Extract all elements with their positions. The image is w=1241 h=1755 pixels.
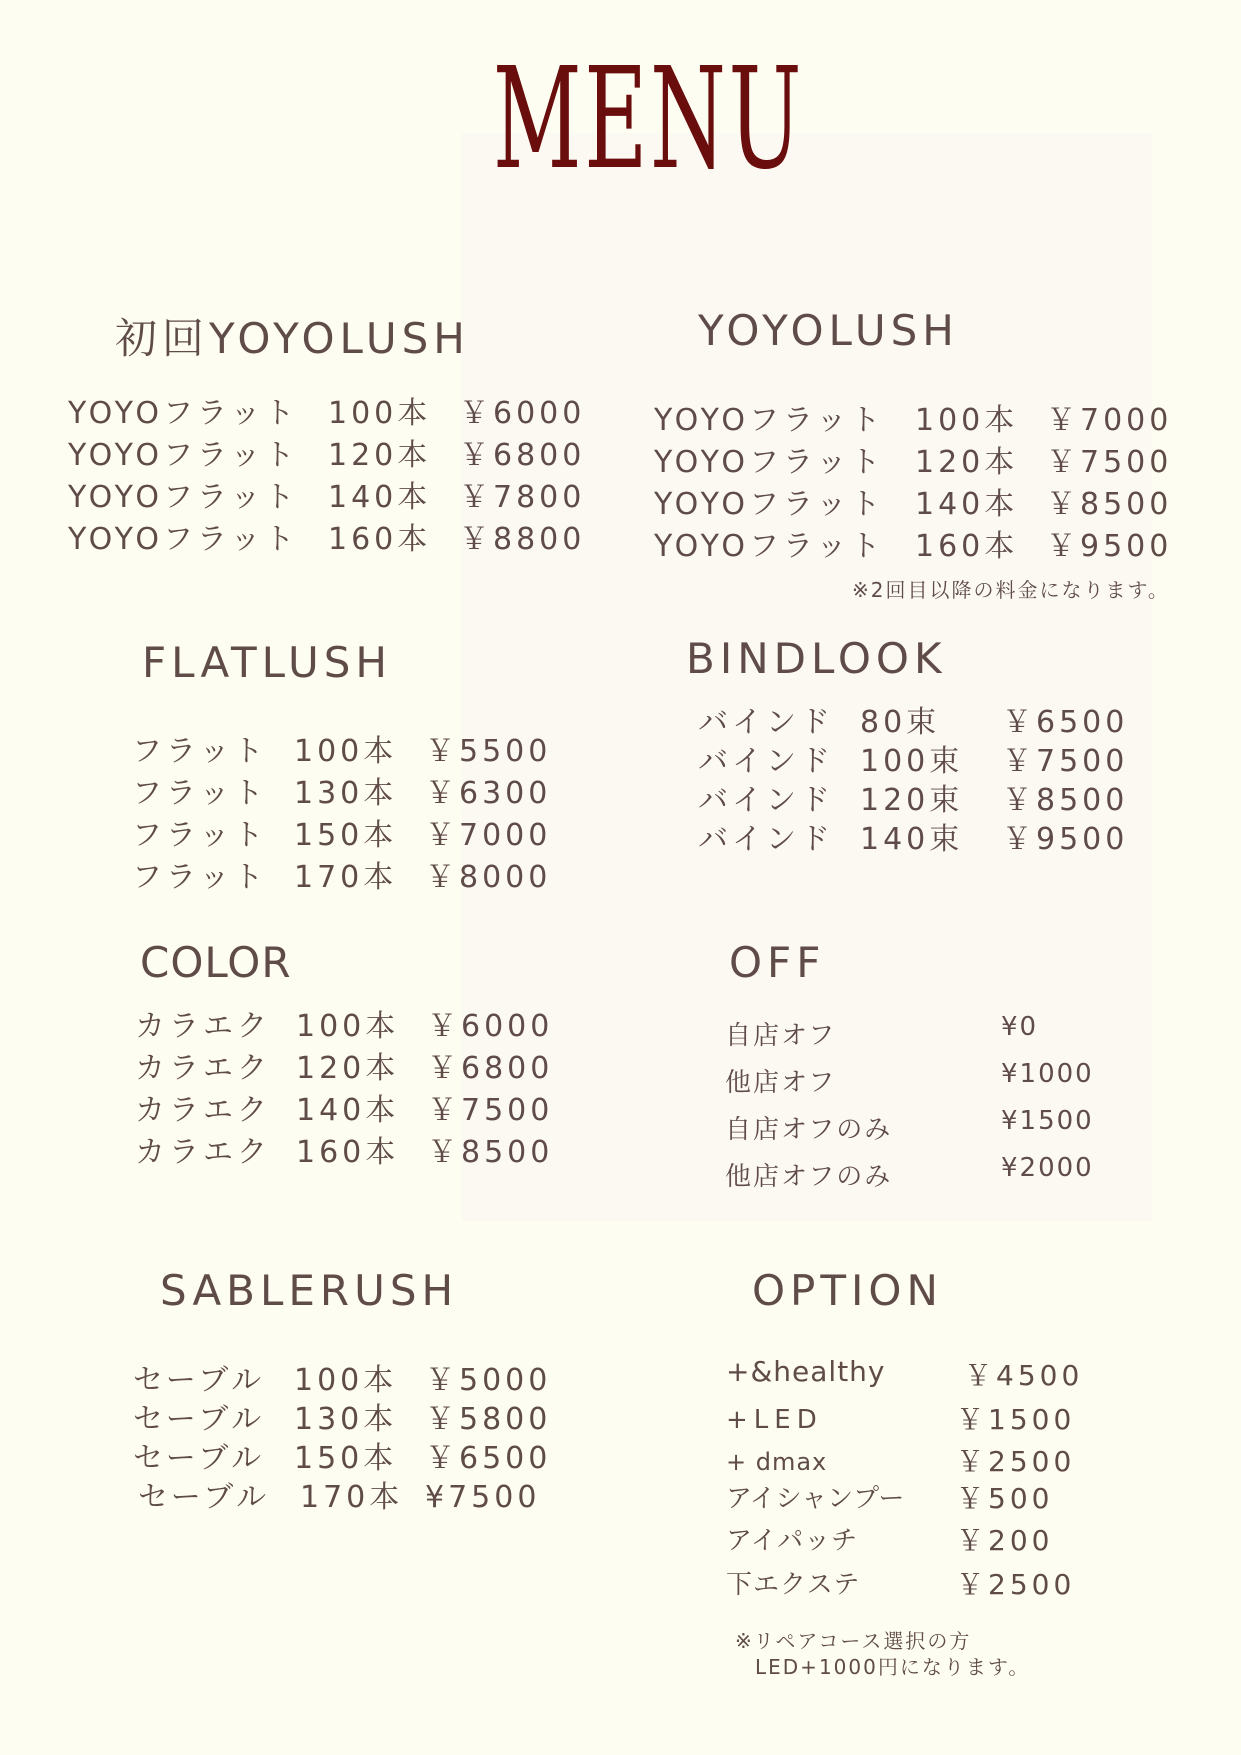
menu-title: MENU: [492, 38, 805, 201]
item-count: 120本: [915, 445, 1019, 480]
item-count: 150本: [294, 818, 398, 853]
item-name: YOYOフラット: [654, 445, 885, 480]
color-heading: COLOR: [140, 938, 292, 987]
item-price: ￥8500: [1002, 783, 1129, 818]
item-price: ￥9500: [1002, 822, 1129, 857]
item-price: ￥8500: [427, 1135, 554, 1170]
item-count: 160本: [328, 522, 432, 557]
item-price: ¥1500: [1001, 1106, 1094, 1136]
item-count: 170本: [300, 1480, 404, 1515]
item-name: YOYOフラット: [654, 487, 885, 522]
item-price: ￥5500: [425, 734, 552, 769]
yoyolush-heading: YOYOLUSH: [698, 306, 959, 355]
item-count: 80束: [860, 705, 941, 740]
item-count: 100束: [860, 744, 964, 779]
item-price: ￥5800: [425, 1402, 552, 1437]
item-name: カラエク: [135, 1093, 271, 1128]
item-count: 100本: [294, 1363, 398, 1398]
item-price: ￥7000: [1046, 403, 1173, 438]
item-count: 140本: [296, 1093, 400, 1128]
item-name: カラエク: [135, 1051, 271, 1086]
item-count: 120本: [296, 1051, 400, 1086]
item-price: ¥1000: [1001, 1059, 1094, 1089]
item-price: ￥8800: [459, 522, 586, 557]
item-name: フラット: [132, 734, 268, 769]
off-heading: OFF: [729, 938, 826, 987]
bindlook-heading: BINDLOOK: [686, 634, 947, 683]
item-name: フラット: [132, 776, 268, 811]
item-price: ￥9500: [1046, 529, 1173, 564]
item-name: YOYOフラット: [68, 480, 299, 515]
flatlush-heading: FLATLUSH: [142, 638, 392, 687]
item-price: ￥500: [956, 1482, 1054, 1515]
item-count: 100本: [294, 734, 398, 769]
item-name: YOYOフラット: [654, 529, 885, 564]
item-count: 160本: [915, 529, 1019, 564]
item-price: ¥7500: [425, 1480, 541, 1515]
item-price: ￥7500: [1002, 744, 1129, 779]
item-count: 170本: [294, 860, 398, 895]
item-count: 120本: [328, 438, 432, 473]
item-price: ￥7500: [427, 1093, 554, 1128]
item-count: 120束: [860, 783, 964, 818]
item-count: 140束: [860, 822, 964, 857]
item-name: + dmax: [726, 1448, 828, 1476]
item-price: ￥5000: [425, 1363, 552, 1398]
item-price: ￥6500: [1002, 705, 1129, 740]
option-note-line2: LED+1000円になります。: [755, 1655, 1031, 1679]
item-name: アイシャンプー: [726, 1484, 905, 1514]
item-name: バインド: [698, 822, 834, 857]
yoyolush-note: ※2回目以降の料金になります。: [852, 578, 1170, 602]
item-name: バインド: [698, 783, 834, 818]
item-name: カラエク: [135, 1009, 271, 1044]
item-count: 130本: [294, 776, 398, 811]
item-price: ￥6500: [425, 1441, 552, 1476]
item-name: セーブル: [133, 1402, 266, 1437]
item-name: フラット: [132, 818, 268, 853]
item-price: ￥200: [956, 1524, 1054, 1557]
item-name: YOYOフラット: [654, 403, 885, 438]
item-name: YOYOフラット: [68, 438, 299, 473]
item-price: ￥7000: [425, 818, 552, 853]
item-name: バインド: [698, 705, 834, 740]
item-name: セーブル: [138, 1480, 271, 1515]
item-name: セーブル: [133, 1363, 266, 1398]
item-count: 140本: [328, 480, 432, 515]
item-count: 140本: [915, 487, 1019, 522]
option-heading: OPTION: [752, 1266, 943, 1315]
item-price: ￥7800: [459, 480, 586, 515]
item-price: ¥2000: [1001, 1153, 1094, 1183]
item-price: ￥2500: [956, 1445, 1076, 1478]
item-name: 下エクステ: [726, 1570, 861, 1600]
item-price: ￥8500: [1046, 487, 1173, 522]
item-price: ￥7500: [1046, 445, 1173, 480]
item-name: YOYOフラット: [68, 396, 299, 431]
item-name: 他店オフ: [725, 1068, 837, 1098]
option-note-line1: ※リペアコース選択の方: [735, 1629, 972, 1653]
item-price: ￥1500: [956, 1403, 1076, 1436]
item-price: ￥6000: [427, 1009, 554, 1044]
item-price: ￥6300: [425, 776, 552, 811]
item-count: 150本: [294, 1441, 398, 1476]
item-name: バインド: [698, 744, 834, 779]
item-price: ￥8000: [425, 860, 552, 895]
item-name: 自店オフ: [725, 1021, 837, 1051]
item-name: YOYOフラット: [68, 522, 299, 557]
item-name: +&healthy: [726, 1355, 886, 1388]
item-name: フラット: [132, 860, 268, 895]
item-name: +LED: [726, 1405, 823, 1435]
item-count: 160本: [296, 1135, 400, 1170]
item-name: 他店オフのみ: [725, 1162, 893, 1192]
item-price: ￥6800: [459, 438, 586, 473]
item-count: 100本: [296, 1009, 400, 1044]
item-name: 自店オフのみ: [725, 1115, 893, 1145]
item-price: ￥2500: [956, 1568, 1076, 1601]
item-price: ￥6000: [459, 396, 586, 431]
first-yoyolush-heading: 初回YOYOLUSH: [115, 314, 470, 363]
item-count: 100本: [915, 403, 1019, 438]
item-name: アイパッチ: [726, 1526, 859, 1556]
item-price: ￥6800: [427, 1051, 554, 1086]
item-count: 130本: [294, 1402, 398, 1437]
item-count: 100本: [328, 396, 432, 431]
sablerush-heading: SABLERUSH: [160, 1266, 459, 1315]
item-name: セーブル: [133, 1441, 266, 1476]
item-price: ¥0: [1001, 1012, 1039, 1042]
item-name: カラエク: [135, 1135, 271, 1170]
item-price: ￥4500: [964, 1359, 1084, 1392]
